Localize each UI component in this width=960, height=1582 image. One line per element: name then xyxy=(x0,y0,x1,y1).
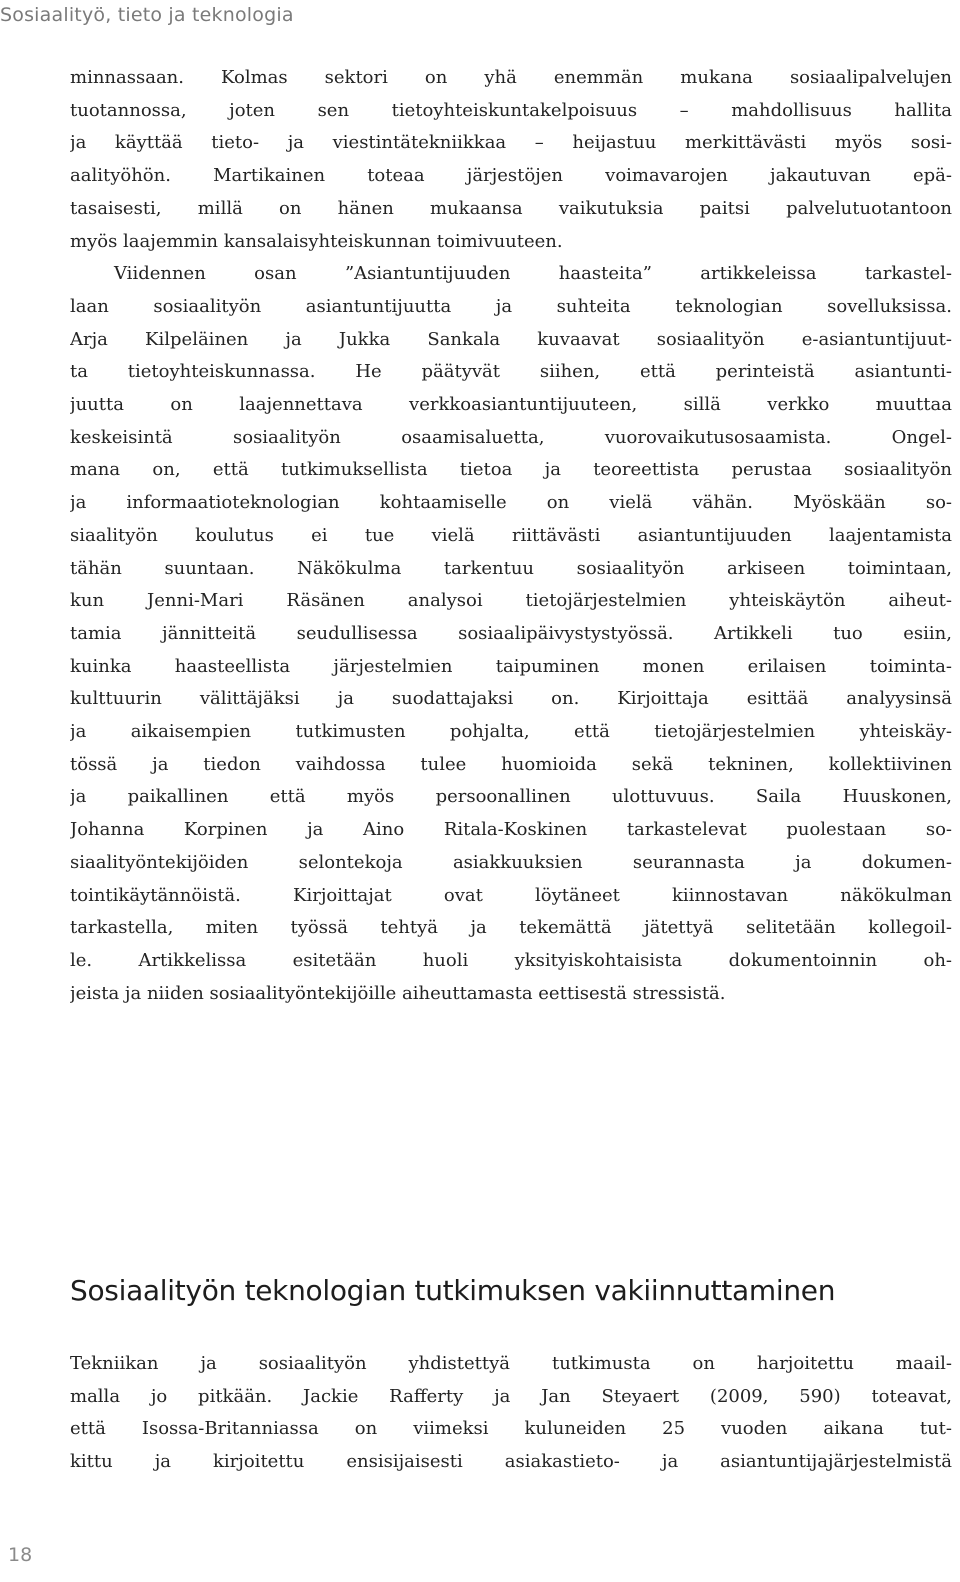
text-line: tasaisesti, millä on hänen mukaansa vaikutuksia paitsi palvelutuotantoon xyxy=(70,197,952,219)
text-line: myös laajemmin kansalaisyhteiskunnan toimivuuteen. xyxy=(70,230,563,252)
text-line: ja aikaisempien tutkimusten pohjalta, että tietojärjestelmien yhteiskäy- xyxy=(70,721,952,743)
text-line: ja käyttää tieto- ja viestintätekniikkaa – heijastuu merkittävästi myös sosi- xyxy=(70,132,952,154)
text-line: Arja Kilpeläinen ja Jukka Sankala kuvaavat sosiaalityön e-asiantuntijuut- xyxy=(70,328,952,350)
text-line: ja informaatioteknologian kohtaamiselle on vielä vähän. Myöskään so- xyxy=(70,492,952,514)
running-header: Sosiaalityö, tieto ja teknologia xyxy=(0,4,294,26)
text-line: tointikäytännöistä. Kirjoittajat ovat löytäneet kiinnostavan näkökulman xyxy=(70,884,952,906)
text-line: ta tietoyhteiskunnassa. He päätyvät siihen, että perinteistä asiantunti- xyxy=(70,361,952,383)
text-line: kuinka haasteellista järjestelmien taipuminen monen erilaisen toiminta- xyxy=(70,655,952,677)
text-line: siaalityöntekijöiden selontekoja asiakkuuksien seurannasta ja dokumen- xyxy=(70,851,952,873)
text-line: aalityöhön. Martikainen toteaa järjestöjen voimavarojen jakautuvan epä- xyxy=(70,165,952,187)
text-line: Viidennen osan ”Asiantuntijuuden haasteita” artikkeleissa tarkastel- xyxy=(114,263,952,285)
body-paragraph-section xyxy=(70,1348,952,1479)
text-line: Johanna Korpinen ja Aino Ritala-Koskinen tarkastelevat puolestaan so- xyxy=(70,819,952,841)
text-line: mana on, että tutkimuksellista tietoa ja teoreettista perustaa sosiaalityön xyxy=(70,459,952,481)
text-line: tähän suuntaan. Näkökulma tarkentuu sosiaalityön arkiseen toimintaan, xyxy=(70,557,952,579)
body-paragraph-intro xyxy=(70,62,952,1010)
text-line: keskeisintä sosiaalityön osaamisaluetta, vuorovaikutusosaamista. Ongel- xyxy=(70,426,952,448)
text-line: tarkastella, miten työssä tehtyä ja tekemättä jätettyä selitetään kollegoil- xyxy=(70,917,952,939)
text-line: kulttuurin välittäjäksi ja suodattajaksi on. Kirjoittaja esittää analyysinsä xyxy=(70,688,952,710)
text-line: Tekniikan ja sosiaalityön yhdistettyä tutkimusta on harjoitettu maail- xyxy=(70,1353,952,1374)
text-line: tössä ja tiedon vaihdossa tulee huomioida sekä tekninen, kollektiivinen xyxy=(70,753,952,775)
page-number: 18 xyxy=(8,1544,33,1566)
text-line: tamia jännitteitä seudullisessa sosiaalipäivystystyössä. Artikkeli tuo esiin, xyxy=(70,622,952,644)
text-line: le. Artikkelissa esitetään huoli yksityiskohtaisista dokumentoinnin oh- xyxy=(70,949,952,971)
text-line: laan sosiaalityön asiantuntijuutta ja suhteita teknologian sovelluksissa. xyxy=(70,295,952,317)
text-line: malla jo pitkään. Jackie Rafferty ja Jan Steyaert (2009, 590) toteavat, xyxy=(70,1385,952,1407)
text-line: ja paikallinen että myös persoonallinen ulottuvuus. Saila Huuskonen, xyxy=(70,786,952,808)
text-line: tuotannossa, joten sen tietoyhteiskuntakelpoisuus – mahdollisuus hallita xyxy=(70,99,952,121)
text-line: kun Jenni-Mari Räsänen analysoi tietojärjestelmien yhteiskäytön aiheut- xyxy=(70,590,952,612)
text-line: siaalityön koulutus ei tue vielä riittävästi asiantuntijuuden laajentamista xyxy=(70,524,952,546)
section-heading: Sosiaalityön teknologian tutkimuksen vakiinnuttaminen xyxy=(70,1274,836,1307)
text-line: jeista ja niiden sosiaalityöntekijöille aiheuttamasta eettisestä stressistä. xyxy=(70,982,726,1004)
text-line: minnassaan. Kolmas sektori on yhä enemmän mukana sosiaalipalvelujen xyxy=(70,67,952,88)
text-line: kittu ja kirjoitettu ensisijaisesti asiakastieto- ja asiantuntijajärjestelmistä xyxy=(70,1451,952,1473)
text-line: että Isossa-Britanniassa on viimeksi kuluneiden 25 vuoden aikana tut- xyxy=(70,1418,952,1440)
text-line: juutta on laajennettava verkkoasiantuntijuuteen, sillä verkko muuttaa xyxy=(70,394,952,416)
